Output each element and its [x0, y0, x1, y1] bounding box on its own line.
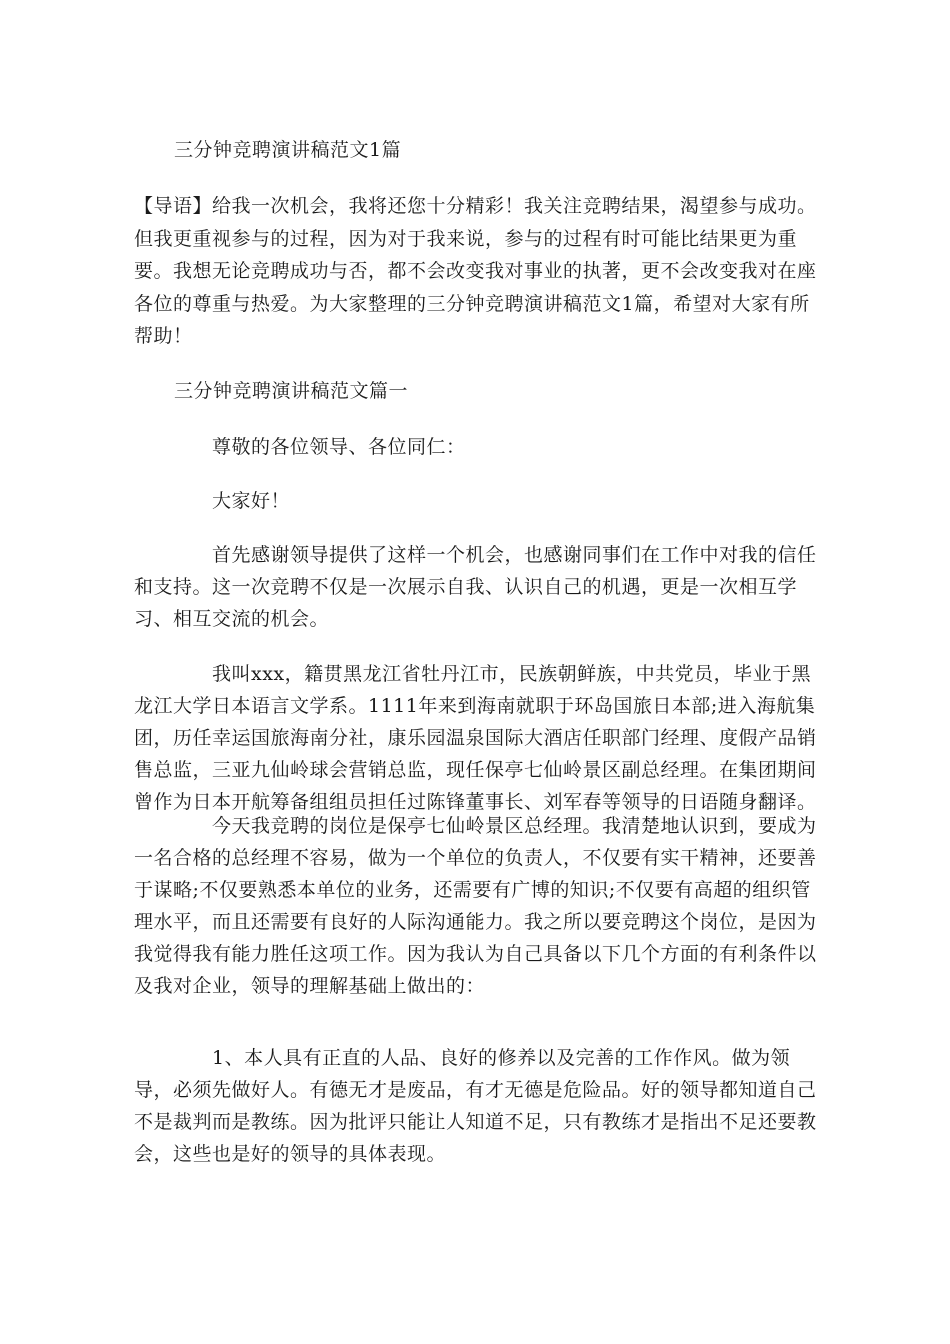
body-paragraph: 今天我竞聘的岗位是保亭七仙岭景区总经理。我清楚地认识到，要成为一名合格的总经理不容易，做为一个单位的负责人，不仅要有实干精神，还要善于谋略;不仅要熟悉本单位的业务，还需要有广博的知识;不仅要有高超的组织管理水平，而且还需要有良好的人际沟通能力。我之所以要竞聘这个岗位，是因为我觉得我有能力胜任这项工作。因为我认为自己具备以下几个方面的有利条件以及我对企业，领导的理解基础上做出的： [134, 815, 817, 997]
body-paragraph: 我叫xxx，籍贯黑龙江省牡丹江市，民族朝鲜族，中共党员，毕业于黑龙江大学日本语言文学系。1111年来到海南就职于环岛国旅日本部;进入海航集团，历任幸运国旅海南分社，康乐园温泉国际大酒店任职部门经理、度假产品销售总监，三亚九仙岭球会营销总监，现任保亭七仙岭景区副总经理。在集团期间曾作为日本开航筹备组组员担任过陈锋董事长、刘军春等领导的日语随身翻译。 [134, 663, 817, 813]
body-paragraph: 首先感谢领导提供了这样一个机会，也感谢同事们在工作中对我的信任和支持。这一次竞聘不仅是一次展示自我、认识自己的机遇，更是一次相互学习、相互交流的机会。 [134, 544, 817, 630]
salutation: 尊敬的各位领导、各位同仁： [212, 436, 466, 458]
greeting: 大家好！ [212, 490, 291, 512]
body-paragraph: 1、本人具有正直的人品、良好的修养以及完善的工作作风。做为领导，必须先做好人。有德无才是废品，有才无德是危险品。好的领导都知道自己不是裁判而是教练。因为批评只能让人知道不足，只有教练才是指出不足还要教会，这些也是好的领导的具体表现。 [134, 1047, 817, 1165]
document-title: 三分钟竞聘演讲稿范文1篇 [174, 139, 402, 161]
section-title: 三分钟竞聘演讲稿范文篇一 [174, 380, 409, 402]
intro-paragraph: 【导语】给我一次机会，我将还您十分精彩！我关注竞聘结果，渴望参与成功。但我更重视参与的过程，因为对于我来说，参与的过程有时可能比结果更为重要。我想无论竞聘成功与否，都不会改变我对事业的执著，更不会改变我对在座各位的尊重与热爱。为大家整理的三分钟竞聘演讲稿范文1篇，希望对大家有所帮助！ [134, 195, 817, 347]
